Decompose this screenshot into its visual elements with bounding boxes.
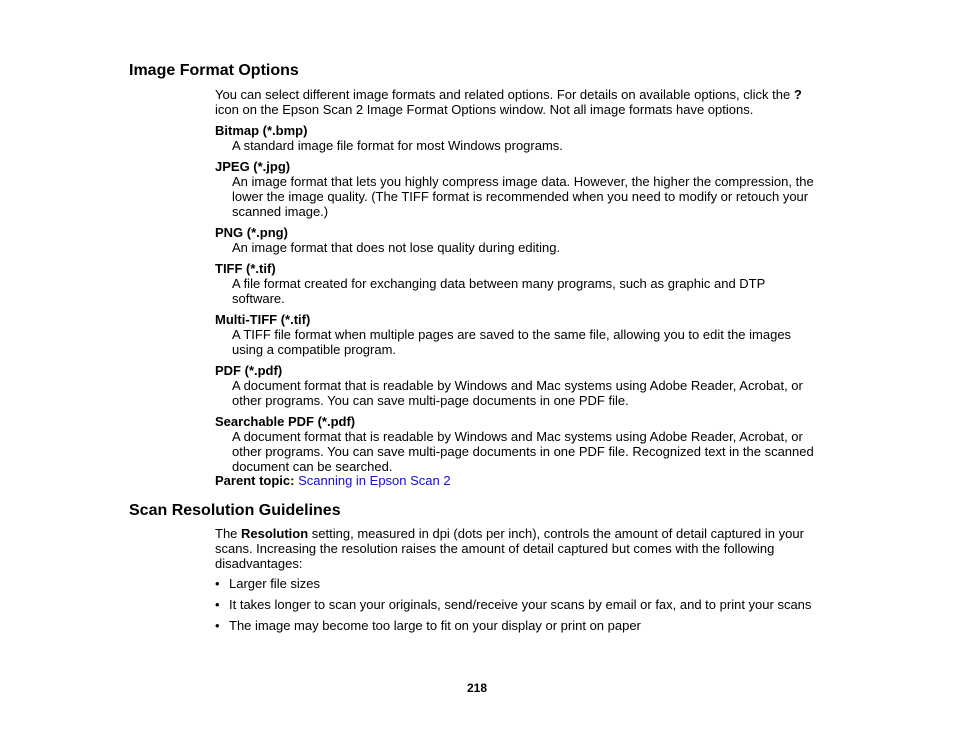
help-question-mark: ?: [793, 87, 802, 102]
heading-image-format-options: Image Format Options: [129, 62, 299, 79]
bullet-icon: •: [215, 576, 220, 591]
format-term: Bitmap (*.bmp): [215, 123, 308, 138]
format-description: A file format created for exchanging data between many programs, such as graphic and DTP software.: [232, 276, 766, 306]
list-item: [215, 597, 855, 612]
bullet-icon: •: [215, 618, 220, 633]
format-description: A document format that is readable by Windows and Mac systems using Adobe Reader, Acrobat, or other programs. You can save multi-page documents in one PDF file.: [232, 378, 803, 408]
format-description: An image format that does not lose quality during editing.: [232, 240, 561, 255]
format-description: A document format that is readable by Windows and Mac systems using Adobe Reader, Acrobat, or other programs. You can save multi-page documents in one PDF file. Recognized text in the scanned document can be searched.: [232, 429, 814, 474]
resolution-intro: [215, 526, 825, 571]
image-format-intro: [215, 87, 825, 117]
format-description: A standard image file format for most Windows programs.: [232, 138, 563, 153]
list-item-text: The image may become too large to fit on your display or print on paper: [229, 618, 641, 633]
format-term: PDF (*.pdf): [215, 363, 283, 378]
list-item: [215, 618, 855, 633]
format-description: A TIFF file format when multiple pages are saved to the same file, allowing you to edit the images using a compatible program.: [232, 327, 792, 357]
parent-topic-link[interactable]: Scanning in Epson Scan 2: [298, 473, 451, 488]
format-term: TIFF (*.tif): [215, 261, 276, 276]
parent-topic-label: Parent topic:: [215, 473, 295, 488]
heading-scan-resolution-guidelines: Scan Resolution Guidelines: [129, 502, 341, 519]
format-description: An image format that lets you highly compress image data. However, the higher the compression, the lower the image quality. (The TIFF format is recommended when you need to modify or retouch your scanned image.): [232, 174, 814, 219]
format-term: Multi-TIFF (*.tif): [215, 312, 311, 327]
resolution-intro-the: The: [215, 526, 242, 541]
bullet-icon: •: [215, 597, 220, 612]
format-term: JPEG (*.jpg): [215, 159, 291, 174]
format-definition-list: [215, 123, 825, 480]
intro-text-part1: You can select different image formats and related options. For details on available options, click the: [215, 87, 794, 102]
intro-text-part2: icon on the Epson Scan 2 Image Format Options window. Not all image formats have options.: [215, 102, 754, 117]
page-number: 218: [466, 681, 488, 695]
format-term: PNG (*.png): [215, 225, 288, 240]
resolution-setting-name: Resolution: [241, 526, 309, 541]
list-item-text: It takes longer to scan your originals, send/receive your scans by email or fax, and to print your scans: [229, 597, 812, 612]
disadvantages-list: [215, 576, 855, 639]
format-term: Searchable PDF (*.pdf): [215, 414, 356, 429]
parent-topic: [215, 473, 825, 488]
list-item-text: Larger file sizes: [229, 576, 321, 591]
resolution-intro-rest: setting, measured in dpi (dots per inch), controls the amount of detail captured in your scans. Increasing the resolution raises the amount of detail captured but comes with the following disadvantages:: [215, 526, 804, 571]
list-item: [215, 576, 855, 591]
